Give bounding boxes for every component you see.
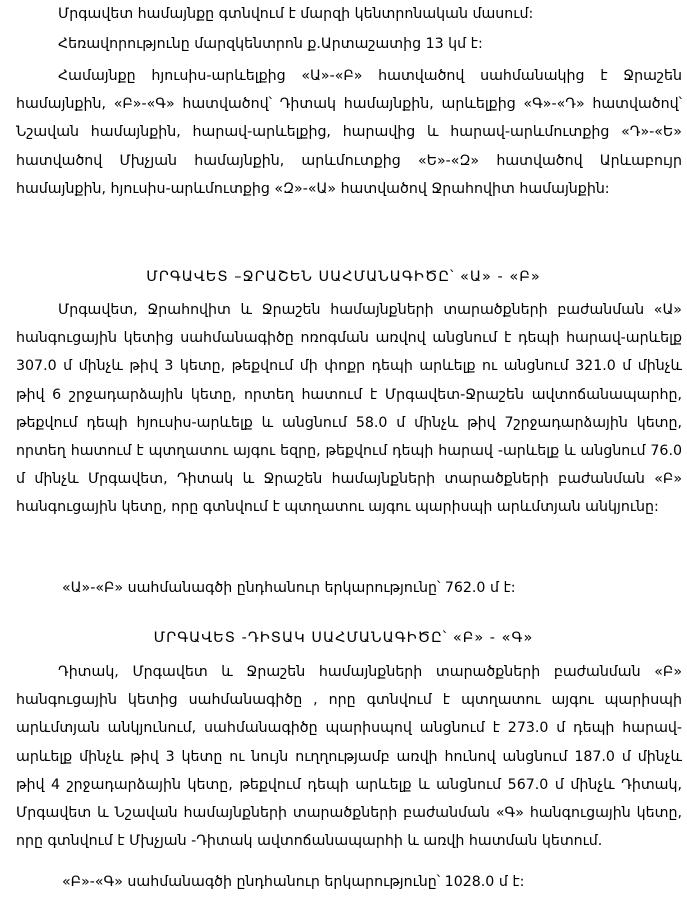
section1-length-line: «Ա»-«Բ» սահմանագծի ընդհանուր երկարությունը՝ 762.0 մ է:	[62, 580, 516, 596]
section2-length-line: «Բ»-«Գ» սահմանագծի ընդհանուր երկարությունը՝ 1028.0 մ է:	[62, 874, 525, 890]
section1-body-paragraph: Մրգավետ, Ջրահովիտ և Ջրաշեն համայնքների տարածքների բաժանման «Ա» հանգուցային կետից սահմանագիծը ոռոգման առվով անցնում է դեպի հարավ-արևելք 307.0 մ մինչև թիվ 3 կետը, թեքվում մի փոքր դեպի արևելք ու անցնում 321.0 մ մինչև թիվ 6 շրջադարձային կետը, որտեղ հատում է Մրգավետ-Ջրաշեն ավտոճանապարհը, թեքվում դեպի հյուսիս-արևելք և անցնում 58.0 մ մինչև թիվ 7շրջադարձային կետը, որտեղ հատում է պտղատու այգու եզրը, թեքվում դեպի հարավ -արևելք և անցնում 76.0 մ մինչև Մրգավետ, Դիտակ և Ջրաշեն համայնքների տարածքների բաժանման «Բ» հանգուցային կետը, որը գտնվում է պտղատու այգու պարիսպի արևմտյան անկյունը:	[16, 302, 682, 516]
section2-body-paragraph: Դիտակ, Մրգավետ և Ջրաշեն համայնքների տարածքների բաժանման «Բ» հանգուցային կետից սահմանագիծը , որը գտնվում է պտղատու այգու պարիսպի արևմտյան անկյունում, սահմանագիծը պարիսպով անցնում է 273.0 մ դեպի հարավ-արևելք մինչև թիվ 3 կետը ու նույն ուղղությամբ առվի հունով անցնում 187.0 մ մինչև թիվ 4 շրջադարձային կետը, թեքվում դեպի արևելք և անցնում 567.0 մ մինչև Դիտակ, Մրգավետ և Նշավան համայնքների տարածքների բաժանման «Գ» հանգուցային կետը, որը գտնվում է Մխչյան -Դիտակ ավտոճանապարհի և առվի հատման կետում.	[16, 664, 682, 850]
section1-heading: ՄՐԳԱՎԵՏ –ՋՐԱՇԵՆ ՍԱՀՄԱՆԱԳԻԾԸ՝ «Ա» - «Բ»	[146, 269, 541, 285]
intro-boundaries-paragraph: Համայնքը հյուսիս-արևելքից «Ա»-«Բ» հատվածով սահմանակից է Ջրաշեն համայնքին, «Բ»-«Գ» հատվածով՝ Դիտակ համայնքին, արևելքից «Գ»-«Դ» հատվածով՝ Նշավան համայնքին, հարավ-արևելքից, հարավից և հարավ-արևմուտքից «Դ»-«Ե» հատվածով Մխչյան համայնքին, արևմուտքից «Ե»-«Զ» հատվածով Արևաբույր համայնքին, հյուսիս-արևմուտքից «Զ»-«Ա» հատվածով Ջրահովիտ համայնքին:	[16, 68, 682, 197]
intro-location-line: Մրգավետ համայնքը գտնվում է մարզի կենտրոնական մասում:	[58, 6, 534, 22]
intro-distance-line: Հեռավորությունը մարզկենտրոն ք.Արտաշատից 13 կմ է:	[58, 36, 483, 52]
section2-heading: ՄՐԳԱՎԵՏ -ԴԻՏԱԿ ՍԱՀՄԱՆԱԳԻԾԸ՝ «Բ» - «Գ»	[153, 630, 534, 646]
